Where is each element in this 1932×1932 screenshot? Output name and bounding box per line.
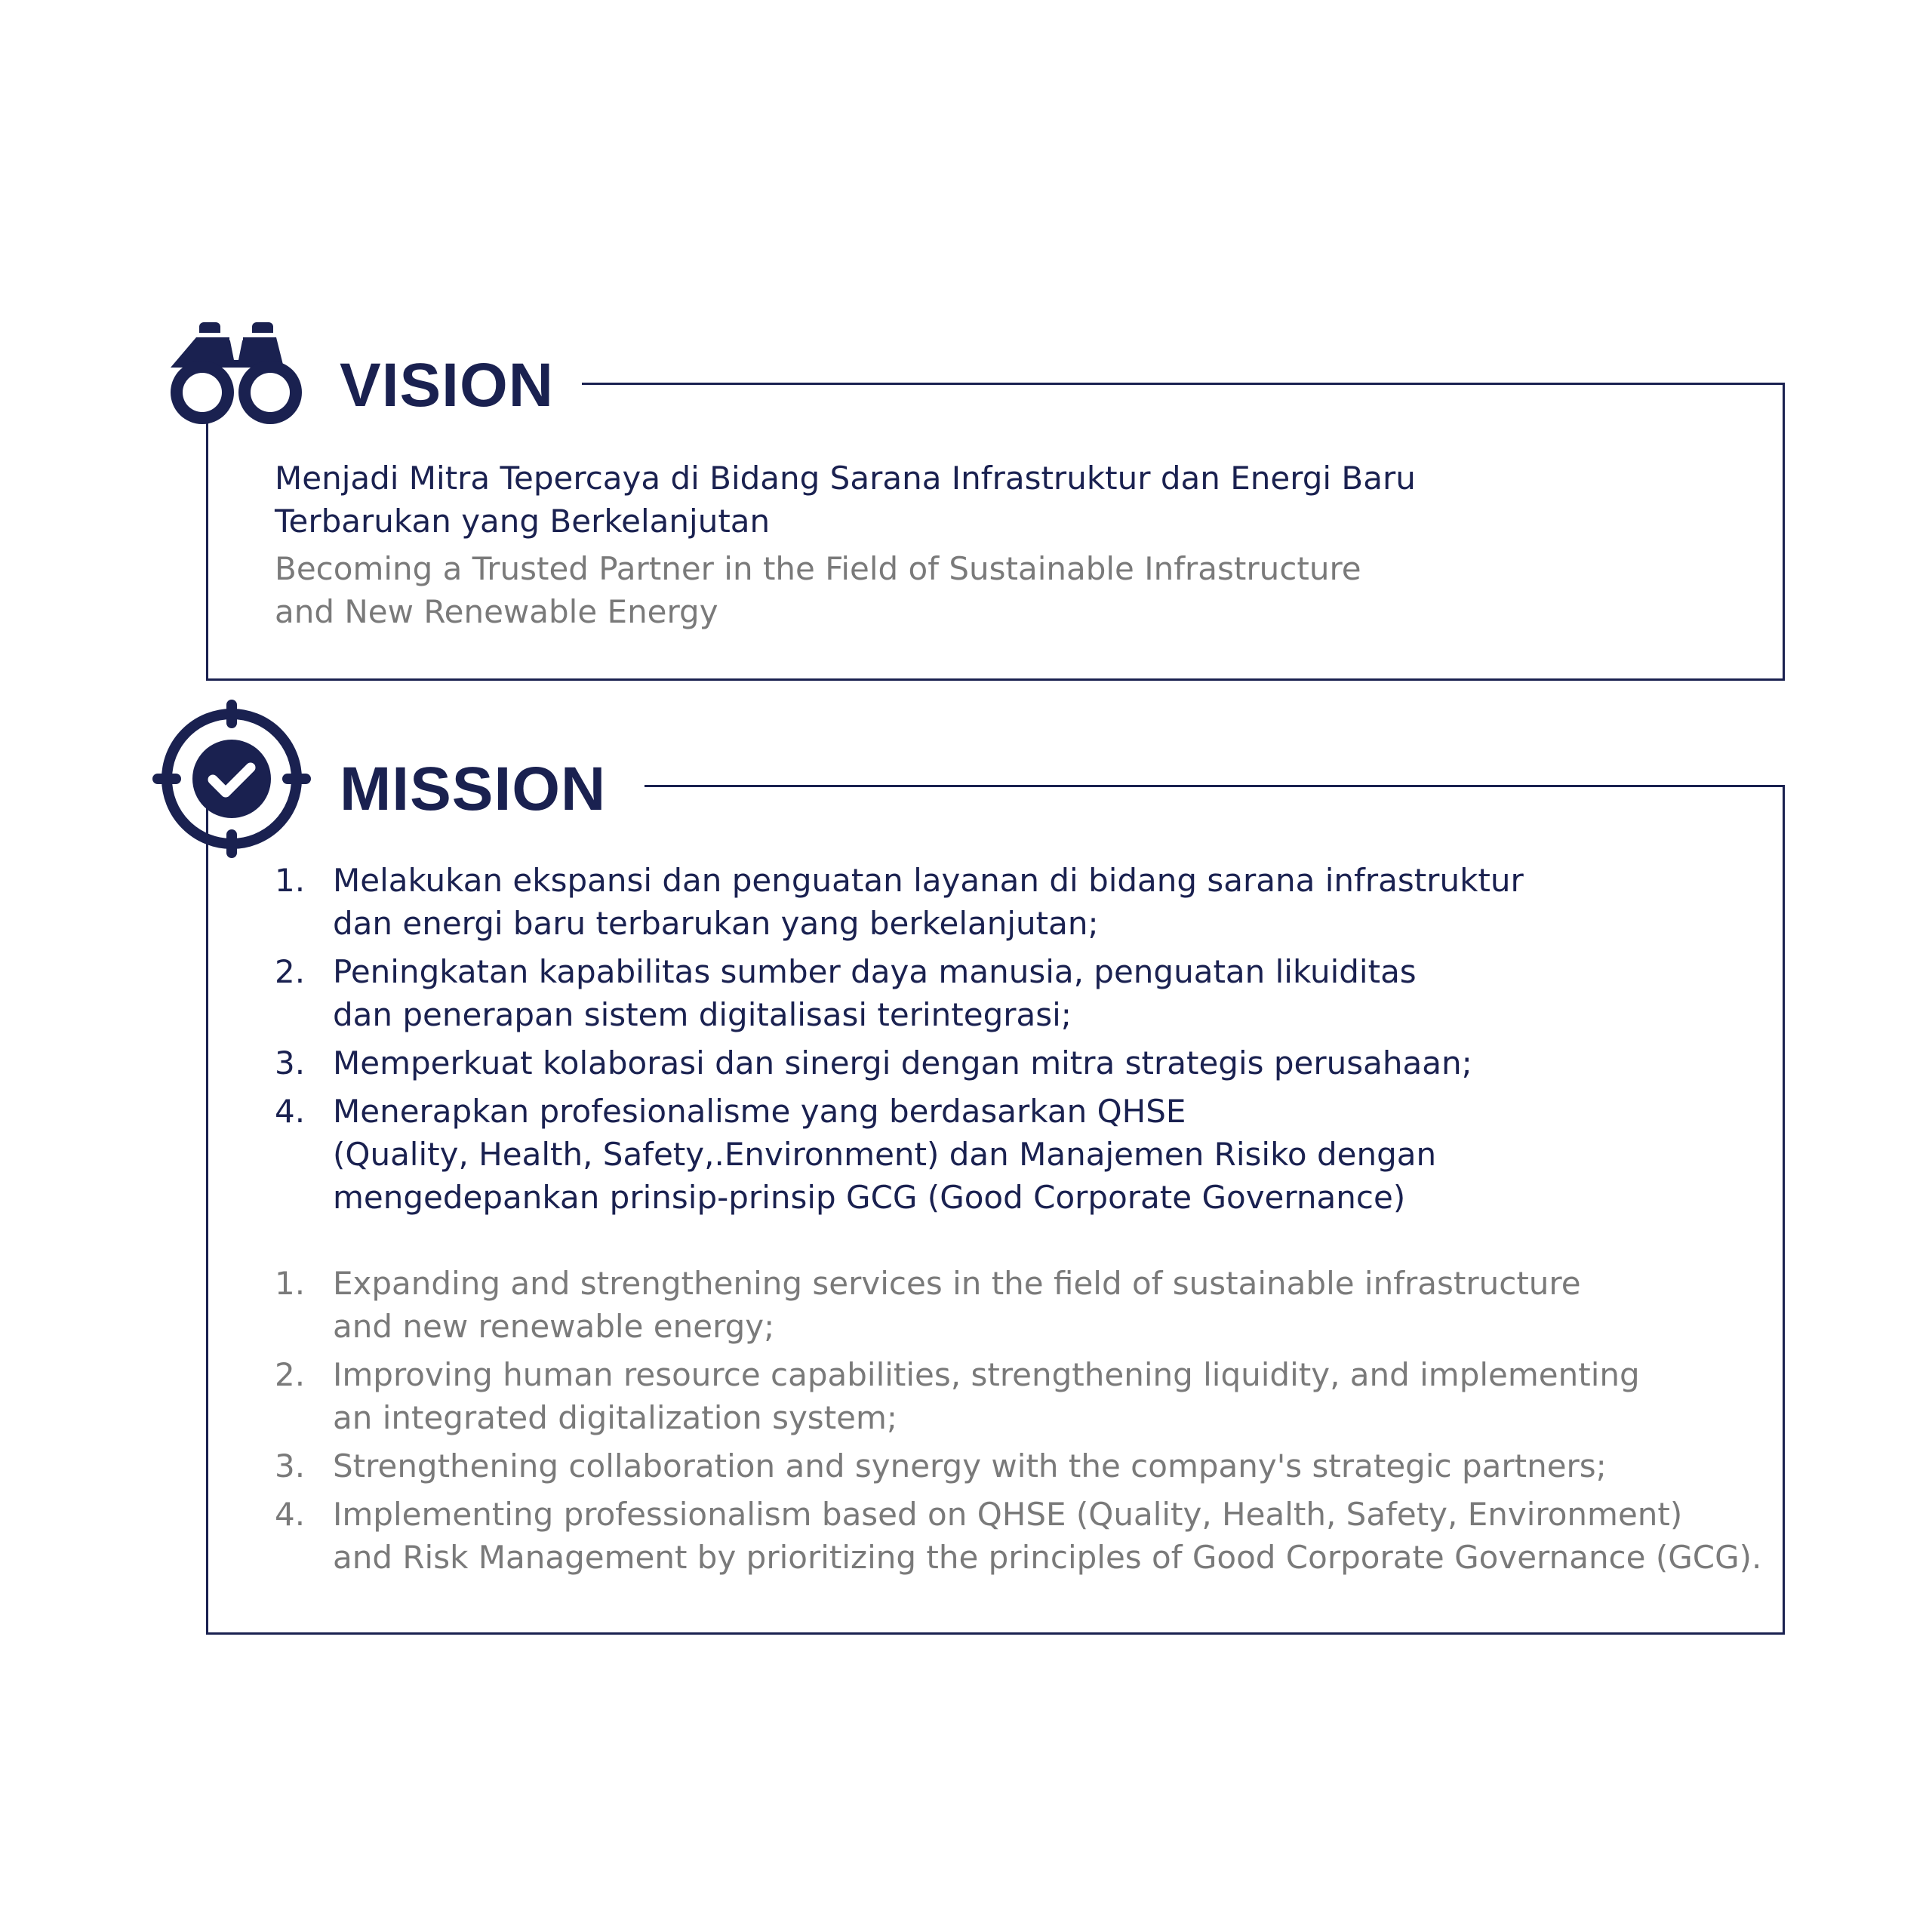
list-item-text: Menerapkan profesionalisme yang berdasarkan QHSE (Quality, Health, Safety,.Environment) dan Manajemen Risiko dengan mengedepankan prinsip-prinsip GCG (Good Corporate Governance)	[333, 1093, 1437, 1216]
list-item-number: 3.	[275, 1447, 306, 1484]
list-item	[275, 1444, 1799, 1487]
list-item	[275, 1041, 1784, 1084]
list-item	[275, 1090, 1784, 1219]
list-item-text: Expanding and strengthening services in the field of sustainable infrastructure and new renewable energy;	[333, 1265, 1581, 1345]
mission-top-rule	[645, 785, 1785, 787]
list-item-text: Peningkatan kapabilitas sumber daya manusia, penguatan likuiditas dan penerapan sistem digitalisasi terintegrasi;	[333, 953, 1417, 1033]
binoculars-icon	[168, 321, 305, 426]
list-item	[275, 1353, 1799, 1439]
list-item-text: Improving human resource capabilities, strengthening liquidity, and implementing an integrated digitalization system;	[333, 1356, 1640, 1436]
list-item-text: Memperkuat kolaborasi dan sinergi dengan mitra strategis perusahaan;	[333, 1044, 1472, 1081]
list-item	[275, 1493, 1799, 1579]
list-item-number: 3.	[275, 1044, 306, 1081]
list-item-text: Melakukan ekspansi dan penguatan layanan di bidang sarana infrastruktur dan energi baru terbarukan yang berkelanjutan;	[333, 862, 1524, 942]
list-item	[275, 950, 1784, 1036]
list-item-text: Implementing professionalism based on QHSE (Quality, Health, Safety, Environment) and Risk Management by prioritizing the principles of Good Corporate Governance (GCG).	[333, 1496, 1762, 1576]
list-item	[275, 1262, 1799, 1348]
list-item-number: 4.	[275, 1496, 306, 1533]
list-item-number: 1.	[275, 862, 306, 899]
target-check-icon	[152, 700, 311, 858]
list-item-text: Strengthening collaboration and synergy with the company's strategic partners;	[333, 1447, 1607, 1484]
list-item-number: 1.	[275, 1265, 306, 1302]
vision-text-english: Becoming a Trusted Partner in the Field of Sustainable Infrastructure and New Renewable Energy	[275, 550, 1361, 630]
vision-text-indonesian: Menjadi Mitra Tepercaya di Bidang Sarana Infrastruktur dan Energi Baru Terbarukan yang Berkelanjutan	[275, 460, 1416, 540]
list-item	[275, 859, 1784, 945]
mission-list-indonesian	[275, 859, 1784, 1224]
list-item-number: 4.	[275, 1093, 306, 1130]
list-item-number: 2.	[275, 953, 306, 990]
mission-heading: MISSION	[340, 758, 621, 820]
vision-top-rule	[582, 383, 1785, 385]
mission-list-english	[275, 1262, 1799, 1584]
vision-heading: VISION	[340, 355, 569, 417]
list-item-number: 2.	[275, 1356, 306, 1393]
